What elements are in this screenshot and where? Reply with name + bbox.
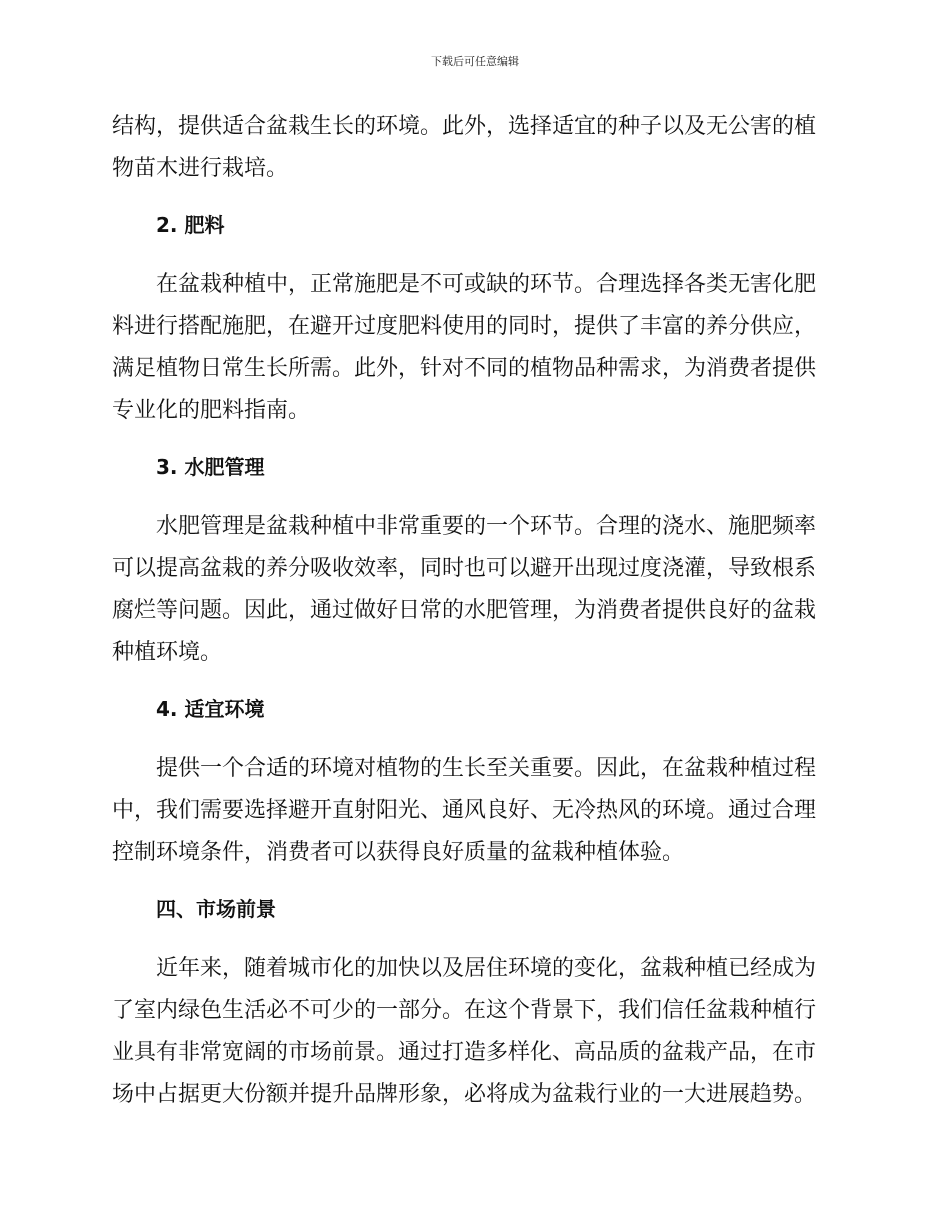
page-header: 下载后可任意编辑 [431,55,519,68]
paragraph-environment: 提供一个合适的环境对植物的生长至关重要。因此，在盆栽种植过程中，我们需要选择避开直射阳光、通风良好、无冷热风的环境。通过合理控制环境条件，消费者可以获得良好质量的盆栽种植体验。 [112,756,817,865]
section-heading-market-outlook: 四、市场前景 [156,897,276,921]
section-heading-fertilizer: 2. 肥料 [156,213,225,237]
section-heading-environment: 4. 适宜环境 [156,697,265,721]
paragraph-market-outlook: 近年来，随着城市化的加快以及居住环境的变化，盆栽种植已经成为了室内绿色生活必不可少的一部分。在这个背景下，我们信任盆栽种植行业具有非常宽阔的市场前景。通过打造多样化、高品质的盆栽产品，在市场中占据更大份额并提升品牌形象，必将成为盆栽行业的一大进展趋势。 [112,956,817,1107]
paragraph-fertilizer: 在盆栽种植中，正常施肥是不可或缺的环节。合理选择各类无害化肥料进行搭配施肥，在避开过度肥料使用的同时，提供了丰富的养分供应，满足植物日常生长所需。此外，针对不同的植物品种需求，为消费者提供专业化的肥料指南。 [112,272,817,423]
paragraph-water-fertilizer: 水肥管理是盆栽种植中非常重要的一个环节。合理的浇水、施肥频率可以提高盆栽的养分吸收效率，同时也可以避开出现过度浇灌，导致根系腐烂等问题。因此，通过做好日常的水肥管理，为消费者提供良好的盆栽种植环境。 [112,514,817,665]
paragraph-continuation: 结构，提供适合盆栽生长的环境。此外，选择适宜的种子以及无公害的植物苗木进行栽培。 [112,114,817,181]
section-heading-water-fertilizer: 3. 水肥管理 [156,455,265,479]
document-body [112,106,832,1116]
